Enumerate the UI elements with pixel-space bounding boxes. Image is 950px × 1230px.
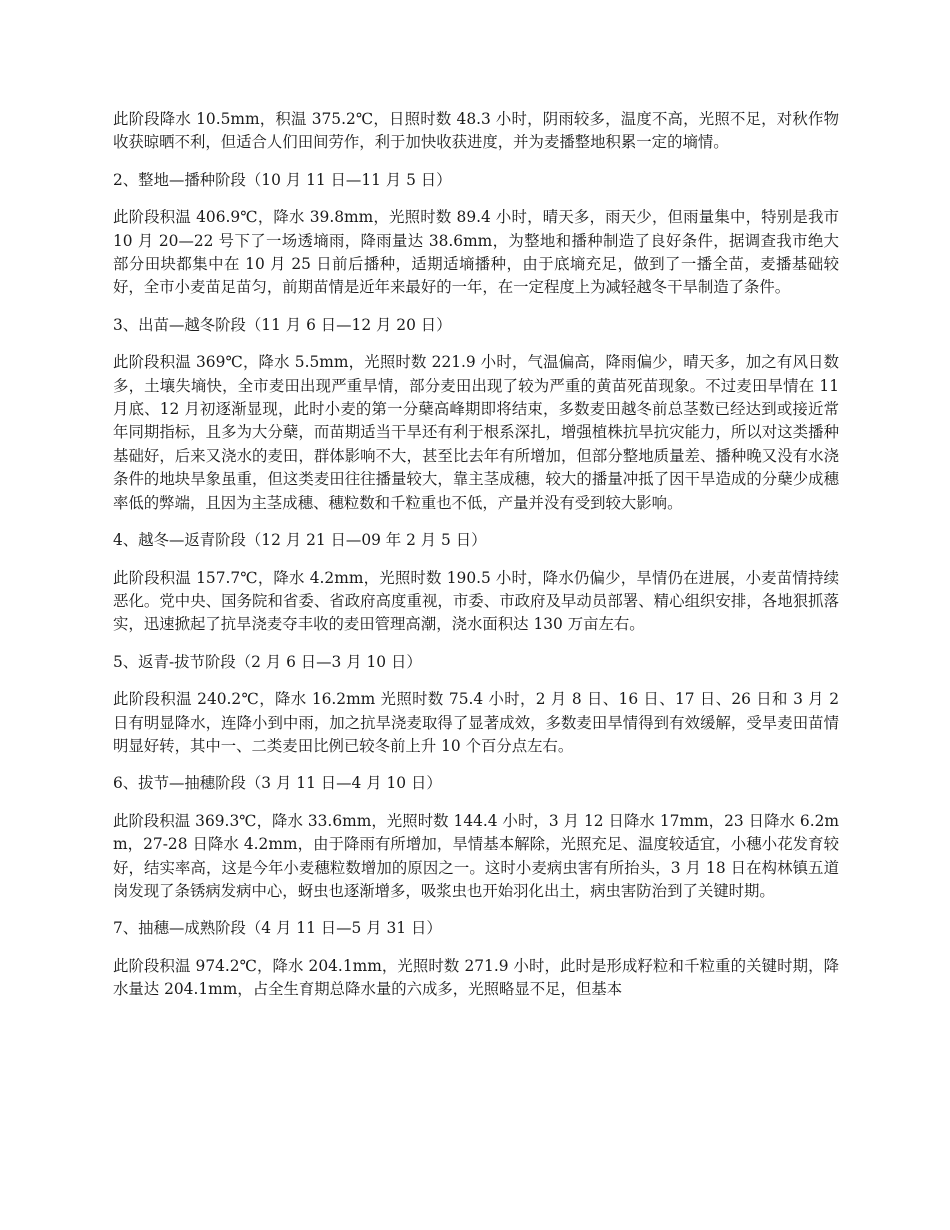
paragraph-stage-7: 此阶段积温 974.2℃，降水 204.1mm，光照时数 271.9 小时，此时是形成籽粒和千粒重的关键时期，降水量达 204.1mm，占全生育期总降水量的六成多，光照略显不足，但基本 (113, 956, 839, 999)
section-heading-6: 6、拔节—抽穗阶段（3 月 11 日—4 月 10 日） (113, 774, 442, 793)
paragraph-stage-3: 此阶段积温 369℃，降水 5.5mm，光照时数 221.9 小时，气温偏高，降雨偏少，晴天多，加之有风日数多，土壤失墒快，全市麦田出现严重旱情，部分麦田出现了较为严重的黄苗死苗现象。不过麦田旱情在 11 月底、12 月初逐渐显现，此时小麦的第一分蘖高峰期即将结束，多数麦田越冬前总茎数已经达到或接近常年同期指标，且多为大分蘖，而苗期适当干旱还有利于根系深扎，增强植株抗旱抗灾能力，所以对这类播种基础好，后来又浇水的麦田，群体影响不大，甚至比去年有所增加，但部分整地质量差、播种晚又没有水浇条件的地块旱象虽重，但这类麦田往往播量较大，靠主茎成穗，较大的播量冲抵了因干旱造成的分蘖少成穗率低的弊端，且因为主茎成穗、穗粒数和千粒重也不低，产量并没有受到较大影响。 (113, 353, 839, 512)
paragraph-stage-5: 此阶段积温 240.2℃，降水 16.2mm 光照时数 75.4 小时，2 月 8 日、16 日、17 日、26 日和 3 月 2 日有明显降水，连降小到中雨，加之抗旱浇麦取得了显著成效，多数麦田旱情得到有效缓解，受旱麦田苗情明显好转，其中一、二类麦田比例已较冬前上升 10 个百分点左右。 (113, 690, 839, 755)
section-heading-7: 7、抽穗—成熟阶段（4 月 11 日—5 月 31 日） (113, 919, 442, 938)
paragraph-stage-2: 此阶段积温 406.9℃，降水 39.8mm，光照时数 89.4 小时，晴天多，雨天少，但雨量集中，特别是我市 10 月 20—22 号下了一场透墒雨，降雨量达 38.6mm，为整地和播种制造了良好条件，据调查我市绝大部分田块都集中在 10 月 25 日前后播种，适期适墒播种，由于底墒充足，做到了一播全苗，麦播基础较好，全市小麦苗足苗匀，前期苗情是近年来最好的一年，在一定程度上为减轻越冬干旱制造了条件。 (113, 208, 839, 297)
document-body (113, 108, 839, 1016)
paragraph-stage-6: 此阶段积温 369.3℃，降水 33.6mm，光照时数 144.4 小时，3 月 12 日降水 17mm，23 日降水 6.2mm，27-28 日降水 4.2mm，由于降雨有所增加，旱情基本解除，光照充足、温度较适宜，小穗小花发育较好，结实率高，这是今年小麦穗粒数增加的原因之一。这时小麦病虫害有所抬头，3 月 18 日在构林镇五道岗发现了条锈病发病中心，蚜虫也逐渐增多，吸浆虫也开始羽化出土，病虫害防治到了关键时期。 (113, 811, 839, 900)
paragraph-stage-1-summary: 此阶段降水 10.5mm，积温 375.2℃，日照时数 48.3 小时，阴雨较多，温度不高，光照不足，对秋作物收获晾晒不利，但适合人们田间劳作，利于加快收获进度，并为麦播整地积累一定的墒情。 (113, 110, 839, 152)
section-heading-5: 5、返青-拔节阶段（2 月 6 日—3 月 10 日） (113, 652, 422, 671)
section-heading-3: 3、出苗—越冬阶段（11 月 6 日—12 月 20 日） (113, 315, 452, 334)
paragraph-stage-4: 此阶段积温 157.7℃，降水 4.2mm，光照时数 190.5 小时，降水仍偏少，旱情仍在进展，小麦苗情持续恶化。党中央、国务院和省委、省政府高度重视，市委、市政府及早动员部署、精心组织安排，各地狠抓落实，迅速掀起了抗旱浇麦夺丰收的麦田管理高潮，浇水面积达 130 万亩左右。 (113, 568, 839, 634)
section-heading-4: 4、越冬—返青阶段（12 月 21 日—09 年 2 月 5 日） (113, 531, 487, 550)
section-heading-2: 2、整地—播种阶段（10 月 11 日—11 月 5 日） (113, 170, 452, 189)
